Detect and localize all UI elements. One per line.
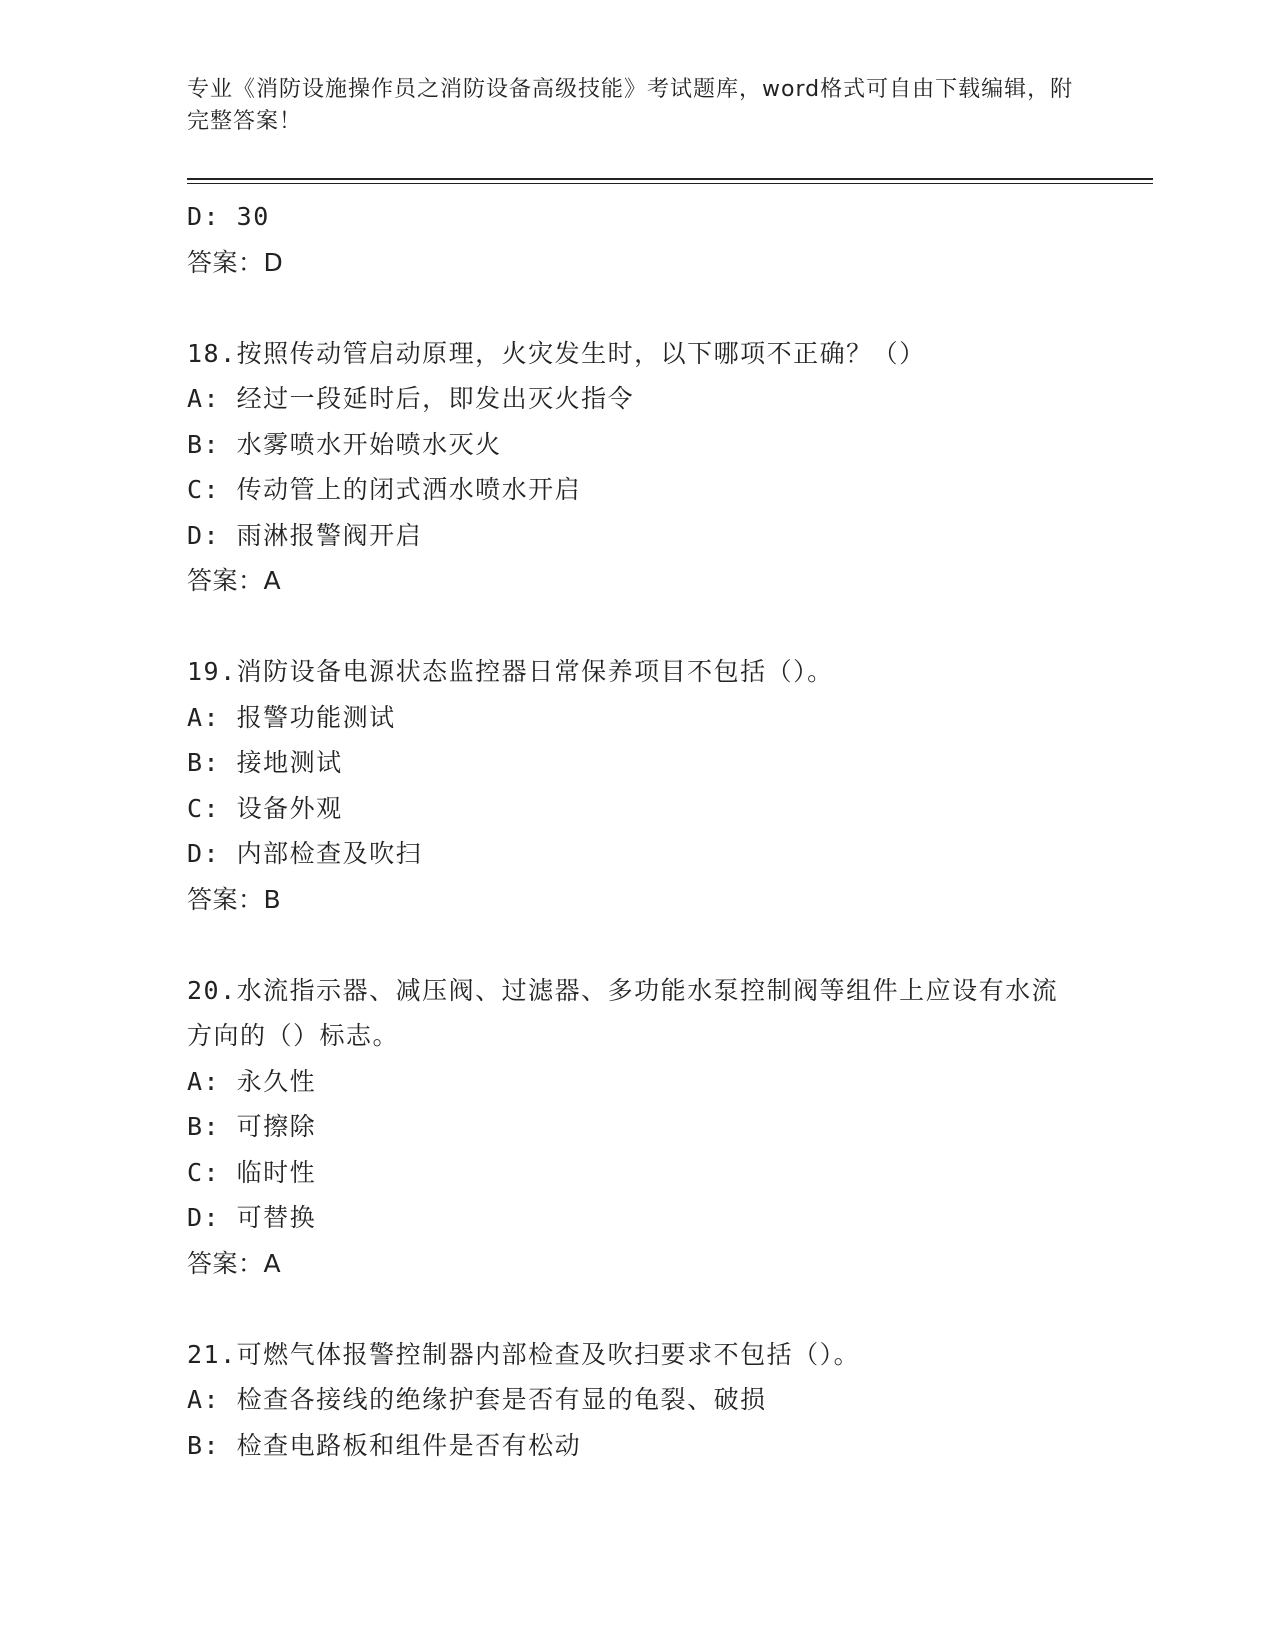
question-21 [187, 1332, 1087, 1469]
question-stem: 18.按照传动管启动原理，火灾发生时，以下哪项不正确？（） [187, 338, 926, 368]
answer-line: 答案：D [187, 247, 284, 277]
spacer [187, 604, 1087, 650]
spacer [187, 922, 1087, 968]
option-d: D: 可替换 [187, 1203, 317, 1232]
question-content [187, 194, 1087, 1468]
header-divider-thick [187, 178, 1153, 180]
option-c: C: 临时性 [187, 1157, 317, 1187]
option-b: B: 可擦除 [187, 1112, 317, 1141]
spacer [187, 1286, 1087, 1332]
header-divider-thin [187, 183, 1153, 184]
option-a: A: 永久性 [187, 1066, 317, 1096]
question-20 [187, 968, 1087, 1287]
question-stem: 20.水流指示器、减压阀、过滤器、多功能水泵控制阀等组件上应设有水流方向的（）标志。 [187, 975, 1059, 1050]
question-stem: 21.可燃气体报警控制器内部检查及吹扫要求不包括（）。 [187, 1339, 861, 1369]
option-c: C: 设备外观 [187, 793, 343, 823]
option-c: C: 传动管上的闭式洒水喷水开启 [187, 475, 582, 504]
option-a: A: 经过一段延时后，即发出灭火指令 [187, 384, 635, 413]
answer-line: 答案：B [187, 884, 282, 914]
option-b: B: 检查电路板和组件是否有松动 [187, 1430, 582, 1460]
answer-line: 答案：A [187, 566, 282, 595]
option-b: B: 水雾喷水开始喷水灭火 [187, 429, 502, 459]
page-header: 专业《消防设施操作员之消防设备高级技能》考试题库，word格式可自由下载编辑，附完整答案！ [187, 77, 1074, 134]
option-b: B: 接地测试 [187, 748, 343, 777]
option-a: A: 检查各接线的绝缘护套是否有显的龟裂、破损 [187, 1385, 767, 1414]
question-18 [187, 331, 1087, 604]
answer-line: 答案：A [187, 1248, 282, 1278]
question-19 [187, 649, 1087, 922]
option-a: A: 报警功能测试 [187, 702, 396, 732]
option-d: D: 雨淋报警阀开启 [187, 520, 423, 550]
question-stem: 19.消防设备电源状态监控器日常保养项目不包括（）。 [187, 657, 834, 686]
option-d: D: 内部检查及吹扫 [187, 839, 423, 868]
spacer [187, 285, 1087, 331]
option-d: D: 30 [187, 202, 270, 231]
